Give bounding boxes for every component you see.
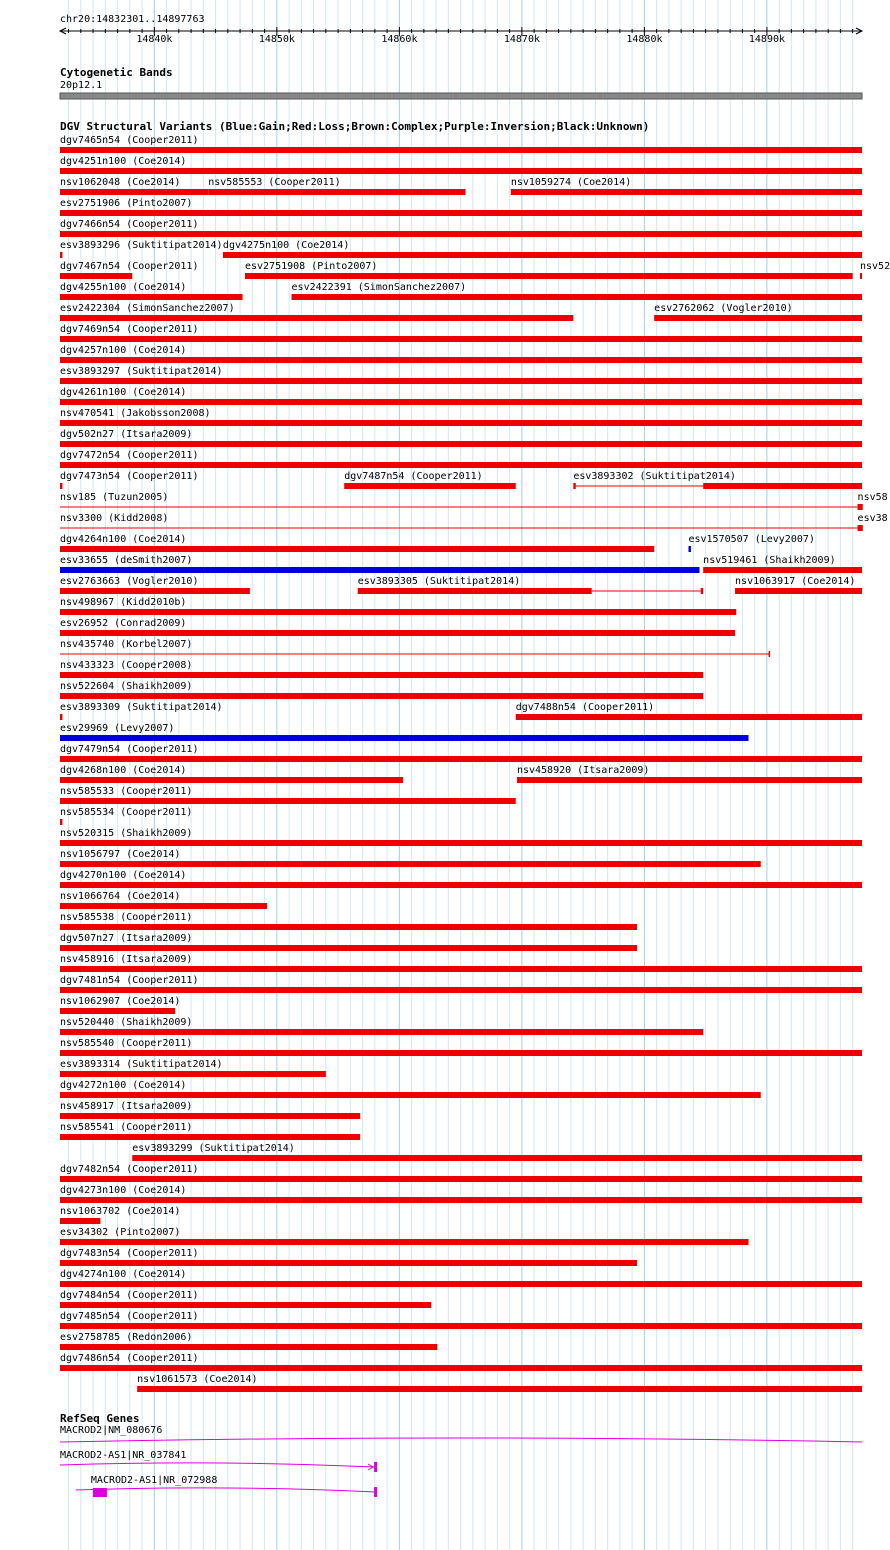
dgv-feature-label[interactable]: esv26952 (Conrad2009)	[60, 618, 187, 629]
dgv-feature-label[interactable]: dgv4257n100 (Coe2014)	[60, 345, 187, 356]
dgv-feature-bar	[60, 147, 862, 153]
dgv-feature-label[interactable]: esv3893299 (Suktitipat2014)	[132, 1143, 295, 1154]
dgv-feature-label[interactable]: nsv585538 (Cooper2011)	[60, 912, 193, 923]
dgv-feature-label[interactable]: nsv1066764 (Coe2014)	[60, 891, 181, 902]
dgv-feature-bar	[60, 1218, 100, 1224]
dgv-feature-bar	[60, 273, 132, 279]
dgv-feature-label[interactable]: nsv1061573 (Coe2014)	[137, 1374, 258, 1385]
dgv-feature-label[interactable]: nsv1059274 (Coe2014)	[510, 177, 632, 188]
dgv-feature-block	[358, 588, 592, 594]
dgv-feature-bar	[60, 168, 862, 174]
dgv-feature-label[interactable]: dgv4251n100 (Coe2014)	[60, 156, 187, 167]
dgv-feature-label[interactable]: esv33655 (deSmith2007)	[60, 555, 193, 566]
dgv-feature-label[interactable]: dgv4268n100 (Coe2014)	[60, 765, 187, 776]
dgv-feature-label[interactable]: nsv1062048 (Coe2014)	[60, 177, 181, 188]
dgv-feature-label[interactable]: dgv7486n54 (Cooper2011)	[60, 1353, 199, 1364]
dgv-feature-label[interactable]: nsv1063917 (Coe2014)	[735, 576, 856, 587]
cytoband-bar	[60, 93, 862, 99]
dgv-feature-label[interactable]: nsv185 (Tuzun2005)	[60, 492, 169, 503]
refseq-gene-label[interactable]: MACROD2-AS1|NR_037841	[60, 1450, 187, 1461]
dgv-feature-bar	[60, 1365, 862, 1371]
dgv-feature-bar	[60, 714, 62, 720]
dgv-feature-bar	[60, 567, 700, 573]
dgv-feature-bar	[60, 1092, 761, 1098]
dgv-feature-label[interactable]: nsv58	[857, 492, 888, 503]
dgv-feature-bar	[858, 504, 862, 510]
dgv-feature-bar	[60, 231, 862, 237]
dgv-feature-label[interactable]: dgv7473n54 (Cooper2011)	[60, 471, 199, 482]
dgv-feature-label[interactable]: dgv7484n54 (Cooper2011)	[60, 1290, 199, 1301]
gene-intron-line	[76, 1488, 376, 1492]
dgv-feature-label[interactable]: dgv4274n100 (Coe2014)	[60, 1269, 187, 1280]
dgv-feature-bar	[60, 189, 208, 195]
gene-exon	[374, 1462, 377, 1472]
dgv-feature-bar	[60, 399, 862, 405]
dgv-feature-bar	[132, 1155, 862, 1161]
dgv-feature-label[interactable]: dgv7466n54 (Cooper2011)	[60, 219, 199, 230]
dgv-feature-bar	[344, 483, 516, 489]
dgv-feature-label[interactable]: esv3893297 (Suktitipat2014)	[60, 366, 223, 377]
dgv-feature-bar	[60, 966, 862, 972]
ruler-region-label: chr20:14832301..14897763	[60, 14, 205, 25]
dgv-feature-label[interactable]: dgv4255n100 (Coe2014)	[60, 282, 187, 293]
dgv-feature-bar	[60, 798, 516, 804]
dgv-feature-label[interactable]: esv38	[857, 513, 888, 524]
dgv-feature-label[interactable]: nsv1062907 (Coe2014)	[60, 996, 181, 1007]
dgv-feature-bar	[516, 714, 862, 720]
dgv-feature-label[interactable]: dgv7485n54 (Cooper2011)	[60, 1311, 199, 1322]
dgv-feature-bar	[60, 420, 862, 426]
ruler-tick-label: 14880k	[626, 34, 663, 45]
dgv-feature-bar	[60, 441, 862, 447]
dgv-feature-bar	[60, 1197, 862, 1203]
dgv-feature-bar	[60, 336, 862, 342]
dgv-feature-bar	[60, 1239, 749, 1245]
dgv-feature-bar	[60, 777, 403, 783]
dgv-feature-bar	[511, 189, 862, 195]
dgv-feature-label[interactable]: esv2762062 (Vogler2010)	[654, 303, 793, 314]
dgv-feature-bar	[60, 1071, 326, 1077]
dgv-feature-bar	[860, 273, 862, 279]
dgv-feature-label[interactable]: esv3893309 (Suktitipat2014)	[60, 702, 223, 713]
dgv-feature-bar	[60, 924, 637, 930]
dgv-feature-bar	[60, 1113, 360, 1119]
dgv-feature-bar	[60, 609, 736, 615]
dgv-feature-bar	[60, 987, 862, 993]
dgv-feature-bar	[60, 882, 862, 888]
dgv-feature-label[interactable]: esv2763663 (Vogler2010)	[60, 576, 199, 587]
dgv-feature-bar	[60, 693, 703, 699]
dgv-feature-bar	[858, 525, 862, 531]
dgv-feature-bar	[60, 735, 749, 741]
dgv-feature-label[interactable]: dgv502n27 (Itsara2009)	[60, 429, 193, 440]
dgv-feature-label[interactable]: nsv458920 (Itsara2009)	[516, 765, 650, 776]
dgv-feature-label[interactable]: esv3893314 (Suktitipat2014)	[60, 1059, 223, 1070]
dgv-feature-block	[703, 483, 862, 489]
dgv-feature-label[interactable]: nsv585533 (Cooper2011)	[60, 786, 193, 797]
dgv-feature-bar	[60, 1281, 862, 1287]
dgv-feature-bar	[60, 315, 573, 321]
refseq-gene-label[interactable]: MACROD2-AS1|NR_072988	[90, 1475, 218, 1486]
dgv-feature-label[interactable]: nsv585540 (Cooper2011)	[60, 1038, 193, 1049]
dgv-feature-bar	[60, 1134, 360, 1140]
dgv-feature-label[interactable]: nsv585541 (Cooper2011)	[60, 1122, 193, 1133]
dgv-feature-bar	[292, 294, 862, 300]
dgv-feature-bar	[60, 252, 62, 258]
dgv-feature-bar	[60, 483, 62, 489]
dgv-feature-label[interactable]: esv3893296 (Suktitipat2014)	[60, 240, 223, 251]
dgv-feature-label[interactable]: dgv4275n100 (Coe2014)	[222, 240, 350, 251]
dgv-feature-label[interactable]: nsv470541 (Jakobsson2008)	[60, 408, 211, 419]
dgv-feature-label[interactable]: nsv585553 (Cooper2011)	[208, 177, 341, 188]
dgv-feature-label[interactable]: nsv52	[860, 261, 890, 272]
dgv-feature-label[interactable]: dgv7465n54 (Cooper2011)	[60, 135, 199, 146]
dgv-feature-bar	[60, 462, 862, 468]
dgv-feature-label[interactable]: nsv585534 (Cooper2011)	[60, 807, 193, 818]
dgv-feature-bar	[60, 210, 862, 216]
dgv-feature-label[interactable]: dgv7472n54 (Cooper2011)	[60, 450, 199, 461]
dgv-feature-label[interactable]: nsv520315 (Shaikh2009)	[60, 828, 193, 839]
dgv-feature-bar	[60, 357, 862, 363]
gene-intron-line	[60, 1463, 376, 1467]
dgv-feature-label[interactable]: dgv4270n100 (Coe2014)	[60, 870, 187, 881]
dgv-feature-label[interactable]: nsv3300 (Kidd2008)	[60, 513, 169, 524]
dgv-feature-bar	[60, 1323, 862, 1329]
dgv-feature-label[interactable]: nsv458916 (Itsara2009)	[60, 954, 193, 965]
dgv-feature-block	[701, 588, 703, 594]
dgv-feature-label[interactable]: dgv4273n100 (Coe2014)	[60, 1185, 187, 1196]
dgv-feature-bar	[60, 1176, 862, 1182]
dgv-feature-label[interactable]: esv2422391 (SimonSanchez2007)	[291, 282, 467, 293]
dgv-feature-label[interactable]: dgv7488n54 (Cooper2011)	[515, 702, 655, 713]
gene-exon	[374, 1487, 377, 1497]
dgv-feature-label[interactable]: esv2422304 (SimonSanchez2007)	[60, 303, 235, 314]
dgv-feature-bar	[60, 1029, 703, 1035]
dgv-feature-label[interactable]: dgv4264n100 (Coe2014)	[60, 534, 187, 545]
dgv-feature-block	[573, 483, 575, 489]
ruler-tick-label: 14850k	[258, 34, 295, 45]
dgv-feature-bar	[688, 546, 690, 552]
ruler-tick-label: 14890k	[748, 34, 786, 45]
cytoband-name[interactable]: 20p12.1	[60, 80, 103, 91]
dgv-feature-label[interactable]: dgv7467n54 (Cooper2011)	[60, 261, 199, 272]
ruler-tick-label: 14870k	[503, 34, 540, 45]
dgv-feature-bar	[245, 273, 853, 279]
dgv-feature-bar	[60, 840, 862, 846]
dgv-feature-bar	[703, 567, 862, 573]
dgv-feature-label[interactable]: esv3893302 (Suktitipat2014)	[573, 471, 736, 482]
dgv-feature-label[interactable]: esv29969 (Levy2007)	[60, 723, 175, 734]
dgv-feature-bar	[60, 945, 637, 951]
dgv-feature-bar	[60, 819, 62, 825]
dgv-feature-label[interactable]: nsv522604 (Shaikh2009)	[60, 681, 193, 692]
dgv-feature-label[interactable]: dgv4272n100 (Coe2014)	[60, 1080, 187, 1091]
dgv-feature-label[interactable]: dgv7482n54 (Cooper2011)	[60, 1164, 199, 1175]
dgv-feature-label[interactable]: dgv507n27 (Itsara2009)	[60, 933, 193, 944]
dgv-feature-bar	[137, 1386, 862, 1392]
dgv-feature-bar	[60, 378, 862, 384]
ruler-tick-label: 14840k	[136, 34, 173, 45]
dgv-track-title: DGV Structural Variants (Blue:Gain;Red:Loss;Brown:Complex;Purple:Inversion;Black:Unknown)	[60, 120, 650, 133]
dgv-feature-label[interactable]: dgv7483n54 (Cooper2011)	[60, 1248, 199, 1259]
dgv-feature-label[interactable]: esv1570507 (Levy2007)	[688, 534, 815, 545]
dgv-feature-label[interactable]: esv2758785 (Redon2006)	[60, 1332, 193, 1343]
dgv-feature-label[interactable]: nsv435740 (Korbel2007)	[60, 639, 193, 650]
dgv-feature-bar	[60, 546, 654, 552]
dgv-feature-label[interactable]: nsv520440 (Shaikh2009)	[60, 1017, 193, 1028]
ruler-tick-label: 14860k	[381, 34, 418, 45]
dgv-feature-bar	[60, 630, 735, 636]
dgv-feature-label[interactable]: dgv7487n54 (Cooper2011)	[344, 471, 483, 482]
dgv-feature-bar	[517, 777, 862, 783]
dgv-feature-label[interactable]: nsv458917 (Itsara2009)	[60, 1101, 193, 1112]
dgv-feature-label[interactable]: dgv7481n54 (Cooper2011)	[60, 975, 199, 986]
dgv-feature-label[interactable]: dgv7479n54 (Cooper2011)	[60, 744, 199, 755]
dgv-feature-label[interactable]: nsv1063702 (Coe2014)	[60, 1206, 181, 1217]
dgv-feature-bar	[60, 1302, 431, 1308]
dgv-feature-bar	[223, 252, 862, 258]
dgv-feature-bar	[654, 315, 862, 321]
dgv-feature-label[interactable]: esv3893305 (Suktitipat2014)	[357, 576, 521, 587]
dgv-feature-label[interactable]: esv2751906 (Pinto2007)	[60, 198, 193, 209]
cytoband-track-title: Cytogenetic Bands	[60, 66, 173, 79]
dgv-feature-label[interactable]: nsv519461 (Shaikh2009)	[703, 555, 836, 566]
dgv-feature-bar	[60, 672, 703, 678]
dgv-feature-label[interactable]: esv2751908 (Pinto2007)	[244, 261, 378, 272]
dgv-feature-bar	[735, 588, 862, 594]
dgv-feature-bar	[60, 294, 243, 300]
dgv-feature-label[interactable]: esv34302 (Pinto2007)	[60, 1227, 181, 1238]
refseq-gene-label[interactable]: MACROD2|NM_080676	[60, 1425, 163, 1436]
dgv-feature-label[interactable]: dgv4261n100 (Coe2014)	[60, 387, 187, 398]
dgv-feature-bar	[60, 861, 761, 867]
dgv-feature-bar	[60, 1260, 637, 1266]
dgv-feature-bar	[60, 1344, 437, 1350]
dgv-feature-label[interactable]: nsv498967 (Kidd2010b)	[60, 597, 187, 608]
dgv-feature-label[interactable]: nsv433323 (Cooper2008)	[60, 660, 193, 671]
dgv-feature-bar	[60, 756, 862, 762]
dgv-feature-bar	[60, 1008, 175, 1014]
dgv-feature-bar	[60, 903, 267, 909]
refseq-track-title: RefSeq Genes	[60, 1412, 140, 1425]
dgv-feature-bar	[60, 1050, 862, 1056]
dgv-feature-bar	[208, 189, 465, 195]
dgv-feature-label[interactable]: nsv1056797 (Coe2014)	[60, 849, 181, 860]
dgv-feature-label[interactable]: dgv7469n54 (Cooper2011)	[60, 324, 199, 335]
dgv-feature-bar	[60, 588, 250, 594]
gene-exon	[93, 1488, 107, 1497]
